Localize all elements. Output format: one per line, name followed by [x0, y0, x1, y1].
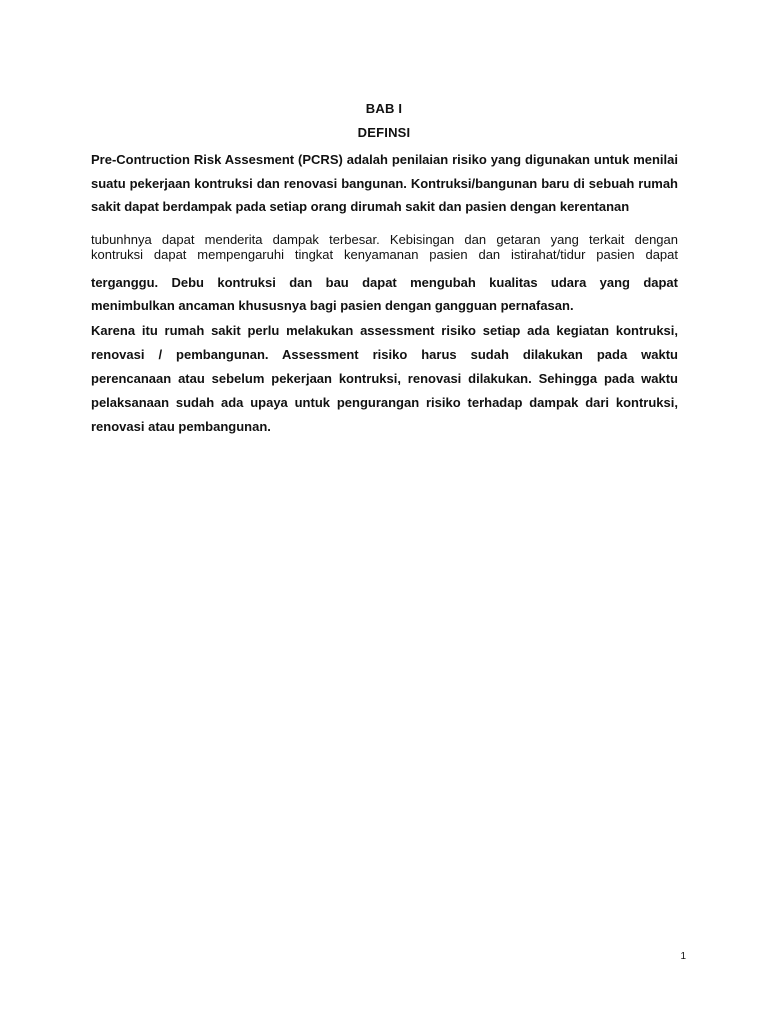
- chapter-title: DEFINSI: [357, 125, 411, 140]
- paragraph-line: kontruksi dapat mempengaruhi tingkat kenyamanan pasien dan istirahat/tidur pasien dapat: [91, 247, 678, 262]
- chapter-heading: BAB I: [365, 101, 403, 116]
- paragraph-line: suatu pekerjaan kontruksi dan renovasi bangunan. Kontruksi/bangunan baru di sebuah rumah: [91, 176, 678, 191]
- paragraph-line: renovasi atau pembangunan.: [91, 419, 271, 434]
- paragraph-line: perencanaan atau sebelum pekerjaan kontruksi, renovasi dilakukan. Sehingga pada waktu: [91, 371, 678, 386]
- paragraph-line: menimbulkan ancaman khususnya bagi pasien dengan gangguan pernafasan.: [91, 298, 574, 313]
- page-number: 1: [680, 951, 686, 962]
- paragraph-line: pelaksanaan sudah ada upaya untuk pengurangan risiko terhadap dampak dari kontruksi,: [91, 395, 678, 410]
- paragraph-line: Pre-Contruction Risk Assesment (PCRS) adalah penilaian risiko yang digunakan untuk menilai: [91, 152, 678, 167]
- paragraph-line: Karena itu rumah sakit perlu melakukan assessment risiko setiap ada kegiatan kontruksi,: [91, 323, 678, 338]
- paragraph-line: tubunhnya dapat menderita dampak terbesar. Kebisingan dan getaran yang terkait dengan: [91, 232, 678, 247]
- paragraph-line: sakit dapat berdampak pada setiap orang dirumah sakit dan pasien dengan kerentanan: [91, 199, 630, 214]
- paragraph-line: terganggu. Debu kontruksi dan bau dapat mengubah kualitas udara yang dapat: [91, 275, 678, 290]
- paragraph-line: renovasi / pembangunan. Assessment risiko harus sudah dilakukan pada waktu: [91, 347, 678, 362]
